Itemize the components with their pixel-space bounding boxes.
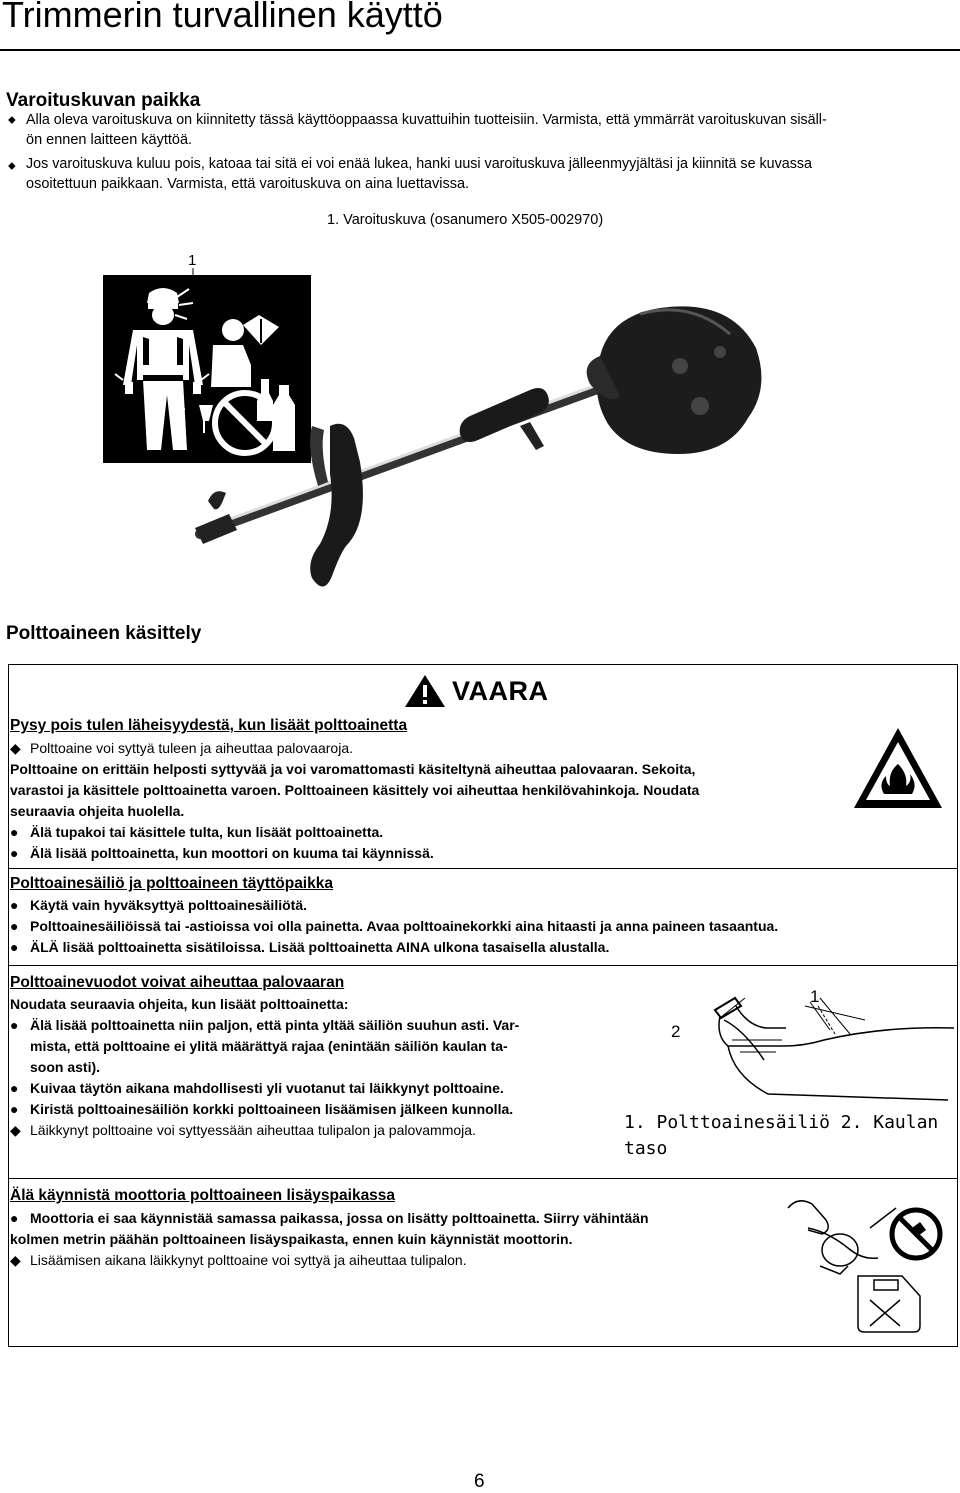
circle-bullet-icon: ● xyxy=(10,1017,19,1033)
list-text: Kiristä polttoainesäiliön korkki polttoaineen lisäämisen jälkeen kunnolla. xyxy=(30,1101,514,1117)
diamond-bullet-icon: ◆ xyxy=(10,1122,21,1138)
figure-caption: 1. Polttoainesäiliö 2. Kaulan xyxy=(624,1112,939,1133)
list-text: Älä lisää polttoainetta, kun moottori on kuuma tai käynnissä. xyxy=(30,845,434,861)
diamond-bullet-icon: ◆ xyxy=(10,1252,21,1268)
list-text: Polttoaine on erittäin helposti syttyvää ja voi varomattomasti käsiteltynä aiheuttaa palovaaran. Sekoita, xyxy=(10,761,696,777)
danger-subheading: Pysy pois tulen läheisyydestä, kun lisäät polttoainetta xyxy=(10,717,408,734)
warning-label-bullets xyxy=(0,110,960,190)
list-text: Älä lisää polttoainetta niin paljon, että pinta yltää säiliön suuhun asti. Var- xyxy=(30,1017,520,1033)
danger-subheading: Polttoainesäiliö ja polttoaineen täyttöpaikka xyxy=(10,875,333,892)
callout-label: 1 xyxy=(188,252,197,269)
flammable-warning-icon xyxy=(850,724,946,814)
circle-bullet-icon: ● xyxy=(10,939,19,955)
list-text: Polttoainesäiliöissä tai -astioissa voi olla painetta. Avaa polttoainekorkki aina hitaasti ja anna paineen tasaantua. xyxy=(30,918,779,934)
list-text: varastoi ja käsittele polttoainetta varoen. Polttoaineen käsittely voi aiheuttaa henkilövahinkoja. Noudata xyxy=(10,782,700,798)
section-divider xyxy=(9,965,957,966)
trimmer-illustration xyxy=(180,296,770,616)
bullet-text: Alla oleva varoituskuva on kiinnitetty tässä käyttöoppaassa kuvattuihin tuotteisiin. Varmista, että ymmärrät varoituskuvan sisäll- xyxy=(26,112,827,128)
bullet-icon: ⬥ xyxy=(8,160,16,172)
page-number: 6 xyxy=(474,1471,485,1492)
warning-triangle-icon xyxy=(403,673,447,709)
list-text: soon asti). xyxy=(30,1059,101,1075)
section-divider xyxy=(9,1178,957,1179)
figure-label: 2 xyxy=(671,1022,681,1041)
circle-bullet-icon: ● xyxy=(10,1210,19,1226)
list-text: ÄLÄ lisää polttoainetta sisätiloissa. Lisää polttoainetta AINA ulkona tasaisella alustalla. xyxy=(30,939,610,955)
fuel-tank-illustration xyxy=(690,990,960,1105)
list-text: Polttoaine voi syttyä tuleen ja aiheuttaa palovaaroja. xyxy=(30,740,353,756)
danger-group-start xyxy=(0,1208,770,1274)
list-text: Läikkynyt polttoaine voi syttyessään aiheuttaa tulipalon ja palovammoja. xyxy=(30,1122,476,1138)
no-starting-illustration xyxy=(778,1188,958,1334)
figure-label: 1 xyxy=(810,987,820,1006)
list-text: Käytä vain hyväksyttyä polttoainesäiliötä. xyxy=(30,897,307,913)
danger-group-fire xyxy=(0,738,850,866)
diamond-bullet-icon: ◆ xyxy=(10,740,21,756)
danger-signal-word: VAARA xyxy=(452,676,549,706)
danger-group-spills xyxy=(0,994,620,1144)
list-text: Moottoria ei saa käynnistää samassa paikassa, jossa on lisätty polttoainetta. Siirry vähintään xyxy=(30,1210,649,1226)
list-text: seuraavia ohjeita huolella. xyxy=(10,803,185,819)
bullet-text: Jos varoituskuva kuluu pois, katoaa tai sitä ei voi enää lukea, hanki uusi varoituskuva jälleenmyyjältäsi ja kiinnitä se kuvassa xyxy=(26,156,812,172)
section-heading-warning-label: Varoituskuvan paikka xyxy=(6,90,201,111)
bullet-text: osoitettuun paikkaan. Varmista, että varoituskuva on aina luettavissa. xyxy=(26,176,470,192)
list-text: Kuivaa täytön aikana mahdollisesti yli vuotanut tai läikkynyt polttoaine. xyxy=(30,1080,504,1096)
circle-bullet-icon: ● xyxy=(10,897,19,913)
title-divider xyxy=(0,49,960,51)
danger-group-container xyxy=(0,895,950,961)
list-text: Älä tupakoi tai käsittele tulta, kun lisäät polttoainetta. xyxy=(30,824,384,840)
section-heading-fuel-handling: Polttoaineen käsittely xyxy=(6,623,202,644)
list-text: mista, että polttoaine ei ylitä määrättyä rajaa (enintään säiliön kaulan ta- xyxy=(30,1038,508,1054)
list-text: kolmen metrin päähän polttoaineen lisäyspaikasta, ennen kuin käynnistät moottorin. xyxy=(10,1231,573,1247)
circle-bullet-icon: ● xyxy=(10,824,19,840)
circle-bullet-icon: ● xyxy=(10,1080,19,1096)
figure-caption: taso xyxy=(624,1138,668,1159)
section-divider xyxy=(9,868,957,869)
figure-caption: 1. Varoituskuva (osanumero X505-002970) xyxy=(327,212,604,228)
circle-bullet-icon: ● xyxy=(10,1101,19,1117)
bullet-icon: ⬥ xyxy=(8,114,16,126)
danger-subheading: Älä käynnistä moottoria polttoaineen lisäyspaikassa xyxy=(10,1187,396,1204)
danger-subheading: Polttoainevuodot voivat aiheuttaa palovaaran xyxy=(10,974,345,991)
list-text: Lisäämisen aikana läikkynyt polttoaine voi syttyä ja aiheuttaa tulipalon. xyxy=(30,1252,467,1268)
list-text: Noudata seuraavia ohjeita, kun lisäät polttoainetta: xyxy=(10,996,349,1012)
circle-bullet-icon: ● xyxy=(10,845,19,861)
circle-bullet-icon: ● xyxy=(10,918,19,934)
bullet-text: ön ennen laitteen käyttöä. xyxy=(26,132,193,148)
page-title: Trimmerin turvallinen käyttö xyxy=(2,0,443,35)
